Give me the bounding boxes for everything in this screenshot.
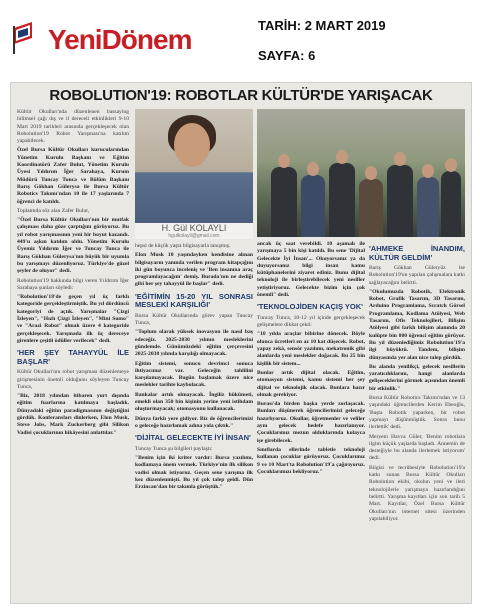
paragraph: Sınıflarda ellerinde tabletle teknoloji kullanan çocuklar görüyoruz. Çocuklarımız 9 ve 10 Mart'ta Robolution'19'a çağırıyoruz. Çocuklarımızı bekliyoruz." [257,446,365,475]
paragraph: Tuncay Tunca şu bilgileri paylaştı: [135,445,213,452]
paragraph: Toplantıda söz alan Zafer Bulut, [17,207,90,214]
paragraph: Burası'da birden başka yerde zorlaşacak. Bunları düşünerek öğrencilerimizi geleceğe hazırlıyoruz. Okullar, öğretmenler ve veliler aynı gelecek hedefe hazırlanıyor. Çocuklarımız mezun olduklarında kolayca işe girebilecek. [257,401,365,444]
paragraph: "Robolution'18'de geçen yıl üç farklı kategoride gerçekleştirmiştik. Bu yıl dördüncü kategoriyi de açtık. Yarışmalar "Çizgi İzleyen", "Hızlı Çizgi İzleyen", "Mini Sumo" ve "Arazi Robot" olmak üzere 4 kategoride gerçekleşecek. Yarışmada ilk üç dereceye girenlere çeşitli ödüller verilecek" dedi. [17,294,129,344]
person-figure [387,165,413,237]
paragraph: "Biz, 2018 yılından itibaren yurt dışında eğitim fuarlarına katılmaya başladık. Dünyadaki eğitim paradigmasının değiştiğini gördük. Konferansları dinlerken, Elon Musk, Steve Jobs, Mark Zuckerberg gibi Silikon Vadisi çocuklarının hikâyesini anlattılar." [17,393,129,436]
author-email: hgulkolayli@gmail.com [168,233,220,239]
paragraph: "Benim için iki kriter vardır: Bursa yazılımı, kodlamaya önem vermek. Türkiye'nin ilk silikon vadisi olmak istiyoruz. Geçen sene yarışma ilk kez düzenlenmişti. Bu yıl çok talep geldi. Dün Erzincan'dan bir takımla görüştük." [135,455,253,491]
newspaper-logo [8,14,192,64]
newspaper-name: YeniDönem [48,24,192,55]
paragraph: Bu alanda yenilikçi, gelecek nesillerin yaratıcılıklarını, hangi alanlarda gelişeceklerini görmek açısından önemli bir etkinlik." [369,363,465,392]
paragraph: hepsi de küçük yaşta bilgisayarla tanışmış. [135,243,231,249]
article-column-3 [257,241,365,599]
paragraph: Bilgisi ve tecrübesiyle Robolution'19'a katkı sunan Bursa Kültür Okulları Robolution ekibi, okulun yeni ve ileri teknolojilerle yarışmaya hazırlandığını belirtti. Yarışma kayıtları için son tarih 5 Mart. Kayıtlar, Özel Bursa Kültür Okulları'nın internet sitesi üzerinden yapılabiliyor. [369,464,465,522]
paragraph: "Özel Bursa Kültür Okulları'nın bir mutfak çalışması daha göze çarptığını görüyoruz. Bu yıl robot yarışmasının yeni bir boyut kazandı. 449'u aşkın katılım oldu. Yönetim Kurulu Üyemiz Yıldırım İğer ve Tuncay Tunca ile Barış Gökhan Gülerysa'nın büyük bir uyumla bu yarışmayı düzenliyoruz. Türkiye'de güzel şeyler de oluyor" dedi. [17,217,129,275]
article-column-2 [135,243,253,599]
paragraph: Kültür Okulları'nın robot yarışması düzenlemeye girişmesinin önemli olduğunu söyleyen Tuncay Tunca, [17,369,129,390]
person-figure [417,177,439,237]
paragraph: ancak üç saat verebildi. 10 aşamalı ile yarışmaya 5 bin kişi katıldı. Bu sene 'Dijital Gelecekte İyi İnsan'... Okuyorsanız ya da duyuyorsanız bilgi insan kamu kütüphanelerini ziyaret ediniz. Bunu dijital teknoloji ile birleştirebilecek yeni nesiller yetiştiriyoruz. Gelecekte bizim için çok önemli" dedi. [257,241,365,299]
paragraph: "10 yılda araçlar bibirine dönecek. Böyle olunca ücretleri en az 10 kat düşecek. Robot, yapay zekâ, sensör yazılımı, mekatronik gibi alanlarda yeni meslekler doğacak. Bu 25 bin kişilik bir sistem... [257,331,365,367]
author-name: H. Gül KOLAYLI [161,223,227,233]
section-subheading: 'TEKNOLOJİDEN KAÇIŞ YOK' [257,302,363,312]
paragraph: Barış Gökhan Güleryüz ise Robolution'19'un yapılan çalışmalara katkı sağlayacağını belirtti. [369,265,465,286]
paragraph: Bursa Kültür Okullarında görev yapan Tuncay Tunca, [135,312,253,327]
paragraph: Bankalar artık olmayacak. İngiliz hükümeti, emekli olan 350 bin kişinin yerine yeni istihdam oluşturmayacak; otomasyonu kullanacak. [135,391,253,413]
paragraph: Elon Musk 10 yaşındayken kendisine alınan bilgisayarın yanında verilen program kitapçığını iki gün boyunca inceleniş ve 'Ben insanına araç programlayacağım' demiş. Burada'nın ne dediği gibi her şey tahayyül ile başlar" dedi. [135,252,253,288]
person-figure [441,171,461,237]
article-column-4 [369,241,465,599]
newspaper-clipping [10,82,472,604]
paragraph: Meryem Havva Güler, 'Benim robotlara ilgim küçük yaşlarda başladı. Annemin de desteğiyle bu alanda ilerlemek istiyorum' dedi. [369,433,465,462]
section-subheading: 'HER ŞEY TAHAYYÜL İLE BAŞLAR' [17,348,129,366]
author-caption [135,223,253,239]
article-column-1 [17,109,129,599]
author-face [174,123,210,167]
section-subheading: 'EĞİTİMİN 15-20 YIL SONRASI MESLEKİ KARŞILIĞI' [135,291,253,310]
paragraph: Robolution'19 hakkında bilgi veren Yıldırım İğer Sarahaya şunları söyledi: [17,277,129,291]
person-figure [329,163,355,237]
author-photo [135,109,253,223]
paragraph: Dünya farklı yere gidiyor. Biz de öğrencilerimizi o geleceğe hazırlamak adına yola çıktık." [135,415,253,429]
section-subheading: 'DİJİTAL GELECEKTE İYİ İNSAN' [135,433,251,443]
paragraph: Eğitim sistemi, sonucu devrimci sonuca ihtiyacımız var. Geleceğin tahlilini karşılamayacak. Bugün başlamak üzere nice meslekler tarihte kaybolacak. [135,360,253,389]
paragraph: Kültür Okulları'nda düzenlenen bassaying bilimsel çağı dış ve il dereceli etkinlikleri 9-10 Mart 2019 tarihleri arasında gerçekleşecek olan Robolution'19 Robot Yarışması'na katılım yapabilecek. [17,109,129,145]
page-label: SAYFA: 6 [258,48,316,63]
date-label: TARİH: 2 MART 2019 [258,18,386,33]
paragraph: "Okulumuzda Robotik, Elektronik Robot, Grafik Tasarım, 3D Tasarım, Arduino Programlama, Scratch Görsel Programlama, Kodlama Atölyesi, Web Tasarım, Ofis Teknolojileri, Bilişim Atölyesi gibi farklı bilişim alanında 20 kulüpte bin 800 öğrenci eğitim görüyor. Bu yıl düzenlediğimiz Robolution'19'a ilgi büyüktü. Tandem, bilişim dünyasında yer alan nice talep gördük. [369,288,465,361]
person-figure [359,179,383,237]
paragraph: "Toplum olarak yüksek inovasyon ile nasıl baş edeceğiz. 2025-2030 yılının mesleklerini gündemde. Günümüzdeki eğitim çerçevesini 2025-2030 yılında karşılığı olmayacak. [135,329,253,358]
person-figure [271,167,297,237]
paragraph: Tuncay Tunca, 10-12 yıl içinde gerçekleşecek gelişmelere dikkat çekti: [257,314,365,329]
group-photo [257,109,465,237]
paragraph: Özel Bursa Kültür Okulları kurucularından Yönetim Kurulu Başkanı ve Eğitim Koordinatörü Zafer Bulut, Yönetim Kurulu Üyesi Yıldırım İğer Sarahaya, Kurum Müdürü Tuncay Tunca ve Bölüm Başkanı Barış Gökhan Gülerysa ile Bursa Kültür Robotics Takımı'ndan 10 ile 17 yaşlarında 7 öğrenci de katıldı. [17,147,129,205]
section-subheading: 'AHMEKE İNANDIM, KÜLTÜR GELDİM' [369,244,465,262]
flag-icon [10,18,50,58]
paragraph: Bunlar artık dijital olacak. Eğitim, otomasyon sistemi, kamu sistemi her şey dijital ve teknolojik olacak. Bunlara hazır olmak gerekiyor. [257,369,365,398]
paragraph: Bursa Kültür Robotics Takımı'ndan ve 13 yaşındaki öğrencilerden Kerim Ebeoğlu, 'Başta Robotik yaparken, bir robot yapmayı düşünmüştük. Sonra bunu ilerlettik' dedi. [369,395,465,431]
person-figure [301,175,325,237]
article-headline: ROBOLUTION'19: ROBOTLAR KÜLTÜR'DE YARIŞACAK [49,87,433,104]
